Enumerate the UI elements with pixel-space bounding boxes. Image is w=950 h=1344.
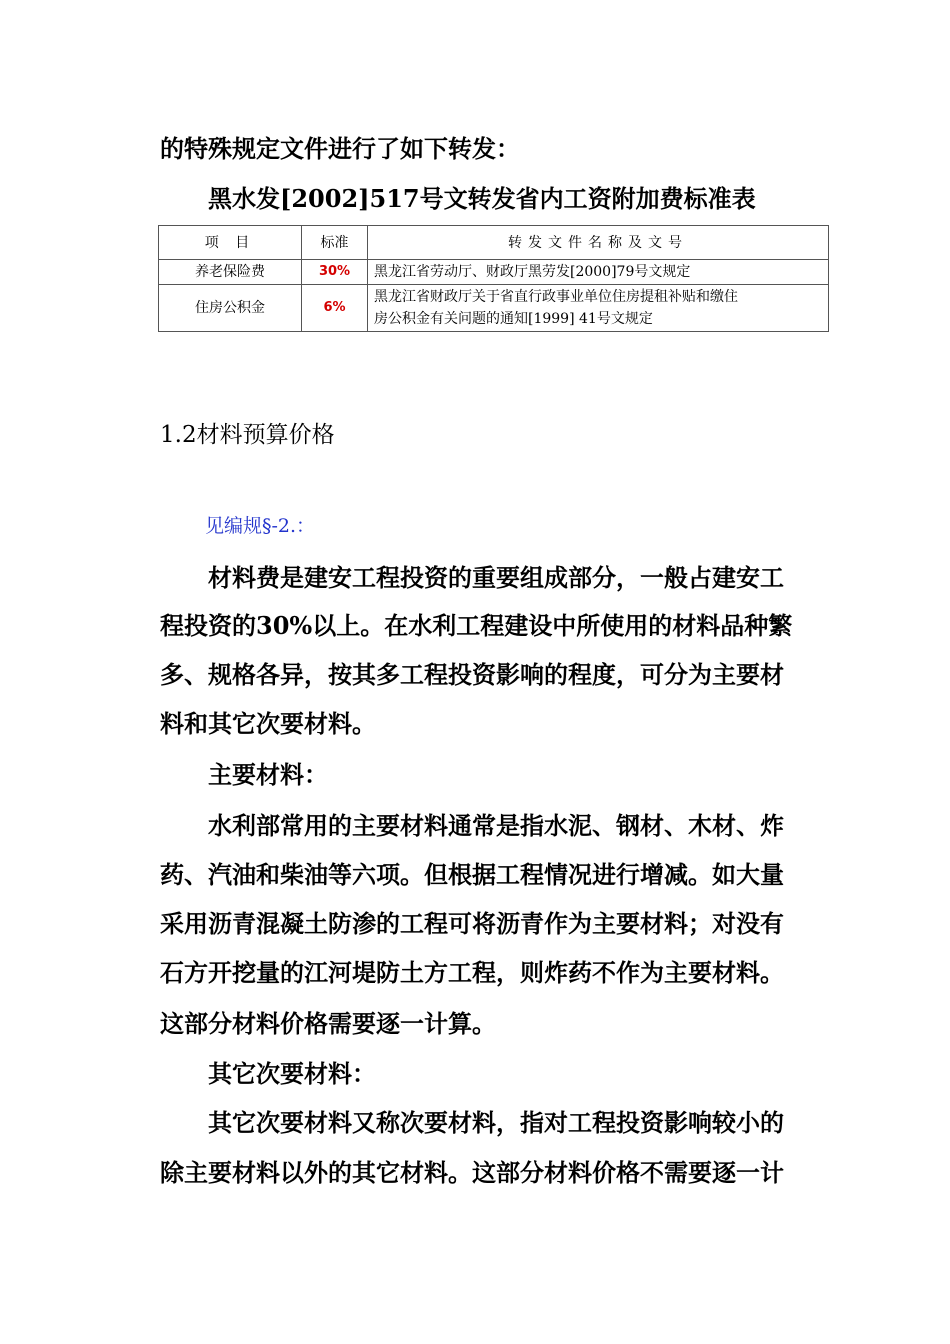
body-line: 水利部常用的主要材料通常是指水泥、钢材、木材、炸 [160, 811, 784, 840]
subheading-other-materials: 其它次要材料： [160, 1059, 376, 1088]
intro-line: 的特殊规定文件进行了如下转发： [160, 134, 520, 163]
body-line: 药、汽油和柴油等六项。但根据工程情况进行增减。如大量 [160, 860, 784, 889]
body-line: 多、规格各异，按其多工程投资影响的程度，可分为主要材 [160, 660, 784, 689]
row-rate: 6% [302, 285, 368, 332]
header-doc: 转发文件名称及文号 [368, 226, 829, 260]
table-row [159, 260, 829, 285]
section-heading: 1.2材料预算价格 [160, 422, 335, 448]
row-doc-line: 房公积金有关问题的通知[1999] 41号文规定 [374, 311, 653, 327]
body-line: 石方开挖量的江河堤防土方工程，则炸药不作为主要材料。 [160, 958, 784, 987]
subheading-main-materials: 主要材料： [160, 760, 328, 789]
row-rate: 30% [302, 260, 368, 285]
row-item: 养老保险费 [159, 260, 302, 285]
row-doc-line: 黑龙江省财政厅关于省直行政事业单位住房提租补贴和缴住 [374, 289, 738, 305]
row-item: 住房公积金 [159, 285, 302, 332]
header-item: 项 目 [159, 226, 302, 260]
body-line: 料和其它次要材料。 [160, 709, 376, 738]
row-doc-line: 黑龙江省劳动厅、财政厅黑劳发[2000]79号文规定 [374, 264, 691, 280]
wage-surcharge-table [158, 225, 829, 332]
body-line: 除主要材料以外的其它材料。这部分材料价格不需要逐一计 [160, 1158, 784, 1187]
body-line: 材料费是建安工程投资的重要组成部分，一般占建安工 [160, 563, 784, 592]
table-title: 黑水发[2002]517号文转发省内工资附加费标准表 [208, 184, 756, 213]
body-line: 其它次要材料又称次要材料，指对工程投资影响较小的 [160, 1108, 784, 1137]
header-rate: 标准 [302, 226, 368, 260]
reference-link: 见编规§-2.： [205, 515, 316, 537]
body-line: 这部分材料价格需要逐一计算。 [160, 1009, 496, 1038]
row-doc [368, 285, 829, 332]
table-row [159, 285, 829, 332]
table-header-row [159, 226, 829, 260]
body-line: 程投资的30%以上。在水利工程建设中所使用的材料品种繁 [160, 611, 793, 640]
body-line: 采用沥青混凝土防渗的工程可将沥青作为主要材料；对没有 [160, 909, 784, 938]
row-doc [368, 260, 829, 285]
